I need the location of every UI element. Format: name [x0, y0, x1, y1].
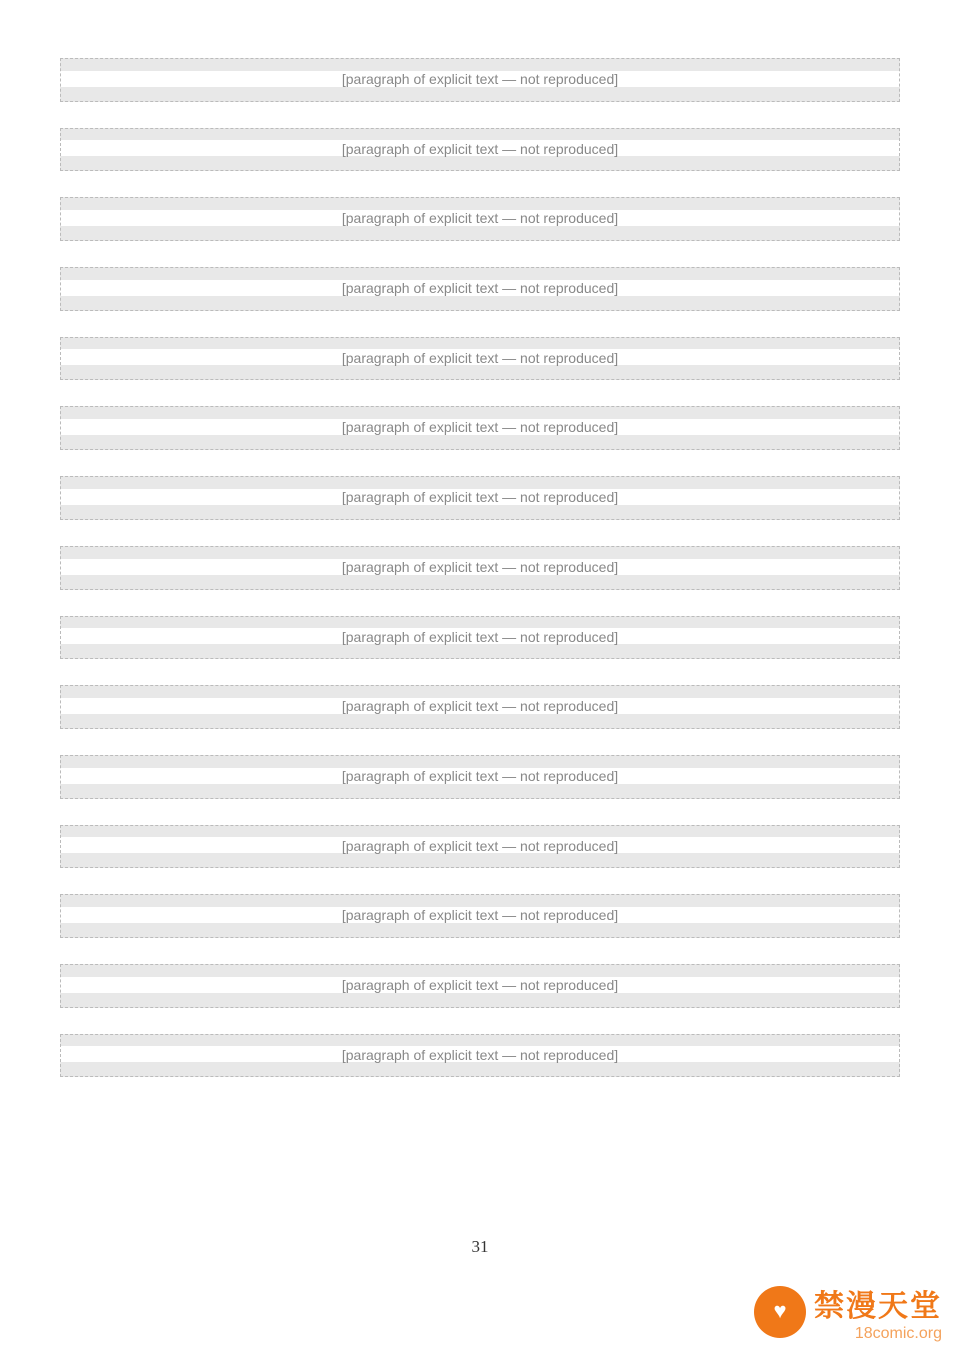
redacted-paragraph: [paragraph of explicit text — not reproduced] — [60, 894, 900, 938]
redacted-paragraph: [paragraph of explicit text — not reproduced] — [60, 685, 900, 729]
page-body — [60, 58, 900, 1103]
redacted-paragraph: [paragraph of explicit text — not reproduced] — [60, 267, 900, 311]
watermark-brand: 禁漫天堂 — [814, 1290, 942, 1323]
redacted-paragraph: [paragraph of explicit text — not reproduced] — [60, 337, 900, 381]
page-number: 31 — [471, 1237, 489, 1256]
redacted-paragraph: [paragraph of explicit text — not reproduced] — [60, 546, 900, 590]
redacted-paragraph: [paragraph of explicit text — not reproduced] — [60, 1034, 900, 1078]
redacted-paragraph: [paragraph of explicit text — not reproduced] — [60, 476, 900, 520]
redacted-paragraph: [paragraph of explicit text — not reproduced] — [60, 58, 900, 102]
redacted-paragraph: [paragraph of explicit text — not reproduced] — [60, 128, 900, 172]
redacted-paragraph: [paragraph of explicit text — not reproduced] — [60, 406, 900, 450]
redacted-paragraph: [paragraph of explicit text — not reproduced] — [60, 197, 900, 241]
redacted-paragraph: [paragraph of explicit text — not reproduced] — [60, 755, 900, 799]
redacted-paragraph: [paragraph of explicit text — not reproduced] — [60, 616, 900, 660]
watermark-url: 18comic.org — [854, 1325, 942, 1342]
site-watermark — [754, 1281, 942, 1343]
redacted-paragraph: [paragraph of explicit text — not reproduced] — [60, 964, 900, 1008]
mascot-logo-icon — [754, 1286, 806, 1338]
redacted-paragraph: [paragraph of explicit text — not reproduced] — [60, 825, 900, 869]
